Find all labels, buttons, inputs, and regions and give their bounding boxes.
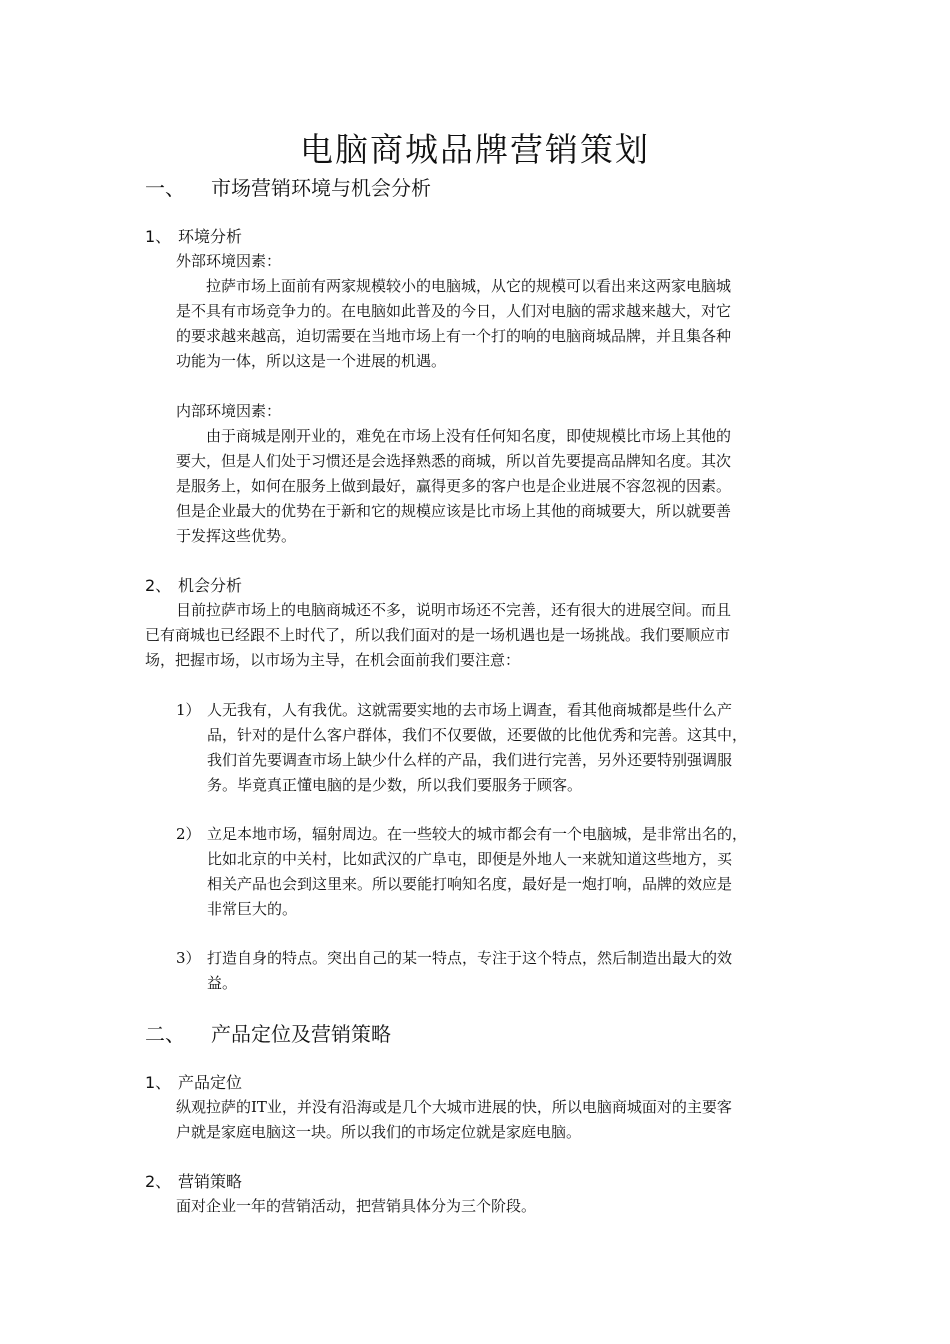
paragraph-line: 拉萨市场上面前有两家规模较小的电脑城，从它的规模可以看出来这两家电脑城	[206, 277, 732, 295]
section-heading-1	[145, 175, 431, 201]
list-item-line: 比如北京的中关村，比如武汉的广阜屯，即便是外地人一来就知道这些地方，买	[207, 850, 733, 868]
paragraph-line: 已有商城也已经跟不上时代了，所以我们面对的是一场机遇也是一场挑战。我们要顺应市	[145, 626, 731, 644]
list-item-line: 人无我有，人有我优。这就需要实地的去市场上调查，看其他商城都是些什么产	[207, 701, 733, 719]
section-number: 二、	[145, 1022, 185, 1046]
list-item-line: 务。毕竟真正懂电脑的是少数，所以我们要服务于顾客。	[207, 776, 583, 794]
paragraph-line: 但是企业最大的优势在于新和它的规模应该是比市场上其他的商城要大，所以就要善	[176, 502, 732, 520]
subsection-number: 1、	[145, 1073, 172, 1092]
list-item-line: 相关产品也会到这里来。所以要能打响知名度，最好是一炮打响，品牌的效应是	[207, 875, 733, 893]
subsection-heading-2-2	[145, 1171, 242, 1193]
section-number: 一、	[145, 176, 185, 200]
list-item-line: 品，针对的是什么客户群体，我们不仅要做，还要做的比他优秀和完善。这其中，	[207, 726, 748, 744]
subsection-title: 机会分析	[178, 576, 243, 595]
internal-factors-label: 内部环境因素：	[176, 402, 282, 420]
section-title: 产品定位及营销策略	[211, 1022, 391, 1046]
list-item-number: 3）	[176, 949, 201, 967]
paragraph-line: 由于商城是刚开业的，难免在市场上没有任何知名度，即使规模比市场上其他的	[206, 427, 732, 445]
paragraph-line: 的要求越来越高，迫切需要在当地市场上有一个打的响的电脑商城品牌，并且集各种	[176, 327, 732, 345]
section-title: 市场营销环境与机会分析	[211, 176, 431, 200]
list-item-line: 益。	[207, 974, 238, 992]
paragraph-line: 目前拉萨市场上的电脑商城还不多，说明市场还不完善，还有很大的进展空间。而且	[176, 601, 732, 619]
paragraph-line: 是服务上，如何在服务上做到最好，赢得更多的客户也是企业进展不容忽视的因素。	[176, 477, 732, 495]
paragraph-line: 是不具有市场竞争力的。在电脑如此普及的今日，人们对电脑的需求越来越大，对它	[176, 302, 732, 320]
paragraph-line: 纵观拉萨的IT业，并没有沿海或是几个大城市进展的快，所以电脑商城面对的主要客	[176, 1098, 732, 1116]
subsection-title: 产品定位	[178, 1073, 243, 1092]
list-item-line: 非常巨大的。	[207, 900, 298, 918]
subsection-number: 2、	[145, 576, 172, 595]
document-title: 电脑商城品牌营销策划	[300, 130, 650, 169]
external-factors-label: 外部环境因素：	[176, 252, 282, 270]
section-heading-2	[145, 1021, 391, 1047]
subsection-number: 1、	[145, 227, 172, 246]
subsection-heading-2-1	[145, 1072, 242, 1094]
list-item-number: 2）	[176, 825, 201, 843]
list-item	[176, 698, 816, 798]
subsection-title: 环境分析	[178, 227, 243, 246]
list-item-line: 打造自身的特点。突出自己的某一特点，专注于这个特点，然后制造出最大的效	[207, 949, 733, 967]
subsection-title: 营销策略	[178, 1172, 243, 1191]
list-item-line: 我们首先要调查市场上缺少什么样的产品，我们进行完善，另外还要特别强调服	[207, 751, 733, 769]
subsection-heading-1-1	[145, 226, 242, 248]
paragraph-line: 户就是家庭电脑这一块。所以我们的市场定位就是家庭电脑。	[176, 1123, 582, 1141]
paragraph-line: 面对企业一年的营销活动，把营销具体分为三个阶段。	[176, 1197, 537, 1215]
list-item	[176, 946, 816, 996]
subsection-heading-1-2	[145, 575, 242, 597]
paragraph-line: 功能为一体，所以这是一个进展的机遇。	[176, 352, 447, 370]
paragraph-line: 场，把握市场，以市场为主导，在机会面前我们要注意：	[145, 651, 521, 669]
subsection-number: 2、	[145, 1172, 172, 1191]
list-item	[176, 822, 816, 922]
paragraph-line: 要大，但是人们处于习惯还是会选择熟悉的商城，所以首先要提高品牌知名度。其次	[176, 452, 732, 470]
list-item-line: 立足本地市场，辐射周边。在一些较大的城市都会有一个电脑城，是非常出名的，	[207, 825, 748, 843]
paragraph-line: 于发挥这些优势。	[176, 527, 297, 545]
list-item-number: 1）	[176, 701, 201, 719]
